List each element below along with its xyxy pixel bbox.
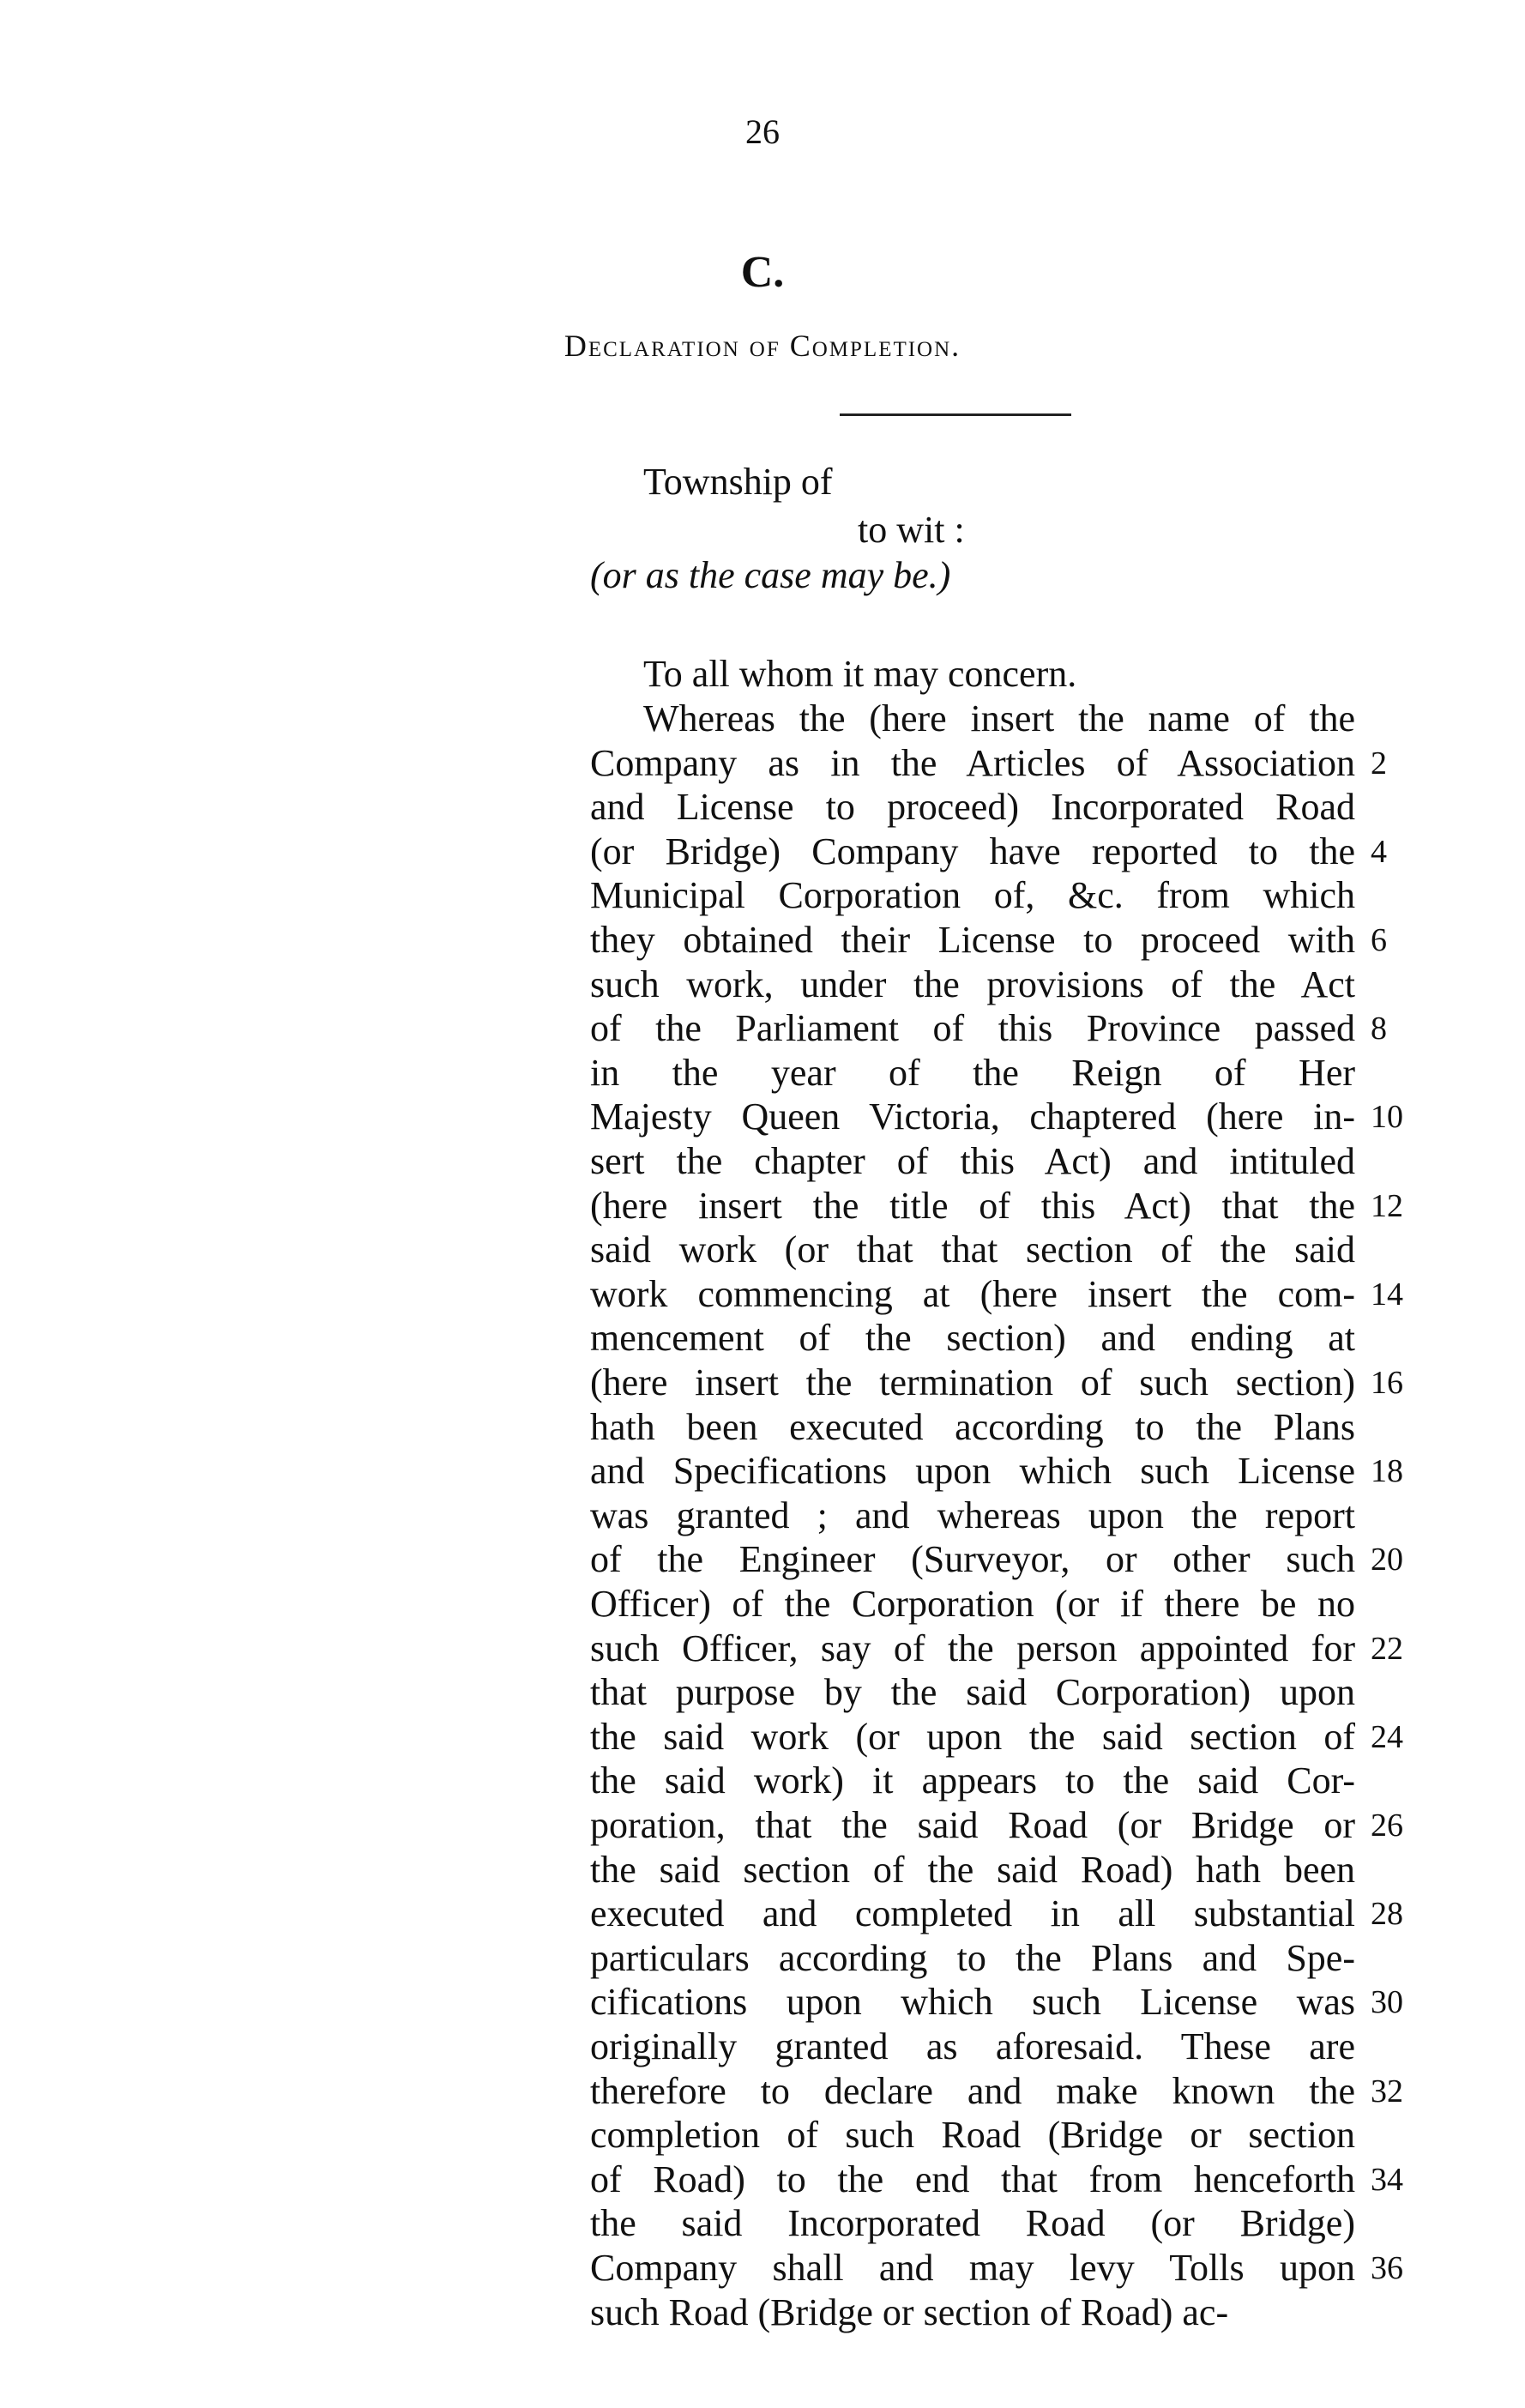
body-text-line: Officer) of the Corporation (or if there be no — [590, 1583, 1355, 1625]
body-text-line: completion of such Road (Bridge or section — [590, 2114, 1355, 2157]
body-text-line: Company as in the Articles of Association — [590, 741, 1355, 784]
body-text-line: the said section of the said Road) hath been — [590, 1848, 1355, 1891]
body-text-line: executed and completed in all substantial — [590, 1892, 1355, 1935]
line-number: 2 — [1371, 745, 1387, 782]
line-number: 14 — [1371, 1276, 1403, 1313]
body-text-line: (here insert the termination of such section) — [590, 1361, 1355, 1403]
body-text-line: such Officer, say of the person appointed for — [590, 1626, 1355, 1669]
line-number: 22 — [1371, 1630, 1403, 1667]
line-number: 10 — [1371, 1099, 1403, 1136]
body-text-line: poration, that the said Road (or Bridge or — [590, 1804, 1355, 1846]
line-number: 32 — [1371, 2073, 1403, 2109]
section-title: Declaration of Completion. — [564, 329, 961, 363]
line-number: 4 — [1371, 833, 1387, 870]
body-text-line: they obtained their License to proceed with — [590, 919, 1355, 961]
body-text-line: Company shall and may levy Tolls upon — [590, 2247, 1355, 2289]
line-number: 8 — [1371, 1011, 1387, 1047]
body-text-line: mencement of the section) and ending at — [590, 1317, 1355, 1360]
body-text-line: (or Bridge) Company have reported to the — [590, 830, 1355, 872]
body-text-line: of the Engineer (Surveyor, or other such — [590, 1538, 1355, 1581]
body-text-line: such work, under the provisions of the Act — [590, 963, 1355, 1005]
body-text-line: work commencing at (here insert the com- — [590, 1272, 1355, 1315]
body-text-line: Municipal Corporation of, &c. from which — [590, 874, 1355, 917]
line-number: 34 — [1371, 2161, 1403, 2198]
body-text-line: of Road) to the end that from henceforth — [590, 2158, 1355, 2200]
line-number: 36 — [1371, 2250, 1403, 2286]
body-text-line: originally granted as aforesaid. These are — [590, 2025, 1355, 2067]
salutation-line: To all whom it may concern. — [643, 653, 1077, 695]
township-line: Township of — [643, 461, 833, 503]
body-text-line: and Specifications upon which such License — [590, 1450, 1355, 1493]
section-letter: C. — [740, 248, 785, 297]
body-text-line: the said work) it appears to the said Cor- — [590, 1759, 1355, 1802]
line-number: 20 — [1371, 1542, 1403, 1578]
line-number: 12 — [1371, 1187, 1403, 1224]
body-text-line: Whereas the (here insert the name of the — [643, 697, 1355, 739]
body-text-line: of the Parliament of this Province passed — [590, 1007, 1355, 1050]
line-number: 24 — [1371, 1718, 1403, 1755]
body-text-line: said work (or that that section of the said — [590, 1228, 1355, 1271]
body-text-line: in the year of the Reign of Her — [590, 1051, 1355, 1094]
body-text-line: such Road (Bridge or section of Road) ac- — [590, 2290, 1229, 2333]
line-number: 18 — [1371, 1453, 1403, 1490]
body-text-line: and License to proceed) Incorporated Road — [590, 786, 1355, 829]
case-note-line: (or as the case may be.) — [590, 554, 951, 596]
line-number: 6 — [1371, 922, 1387, 958]
body-text-line: (here insert the title of this Act) that the — [590, 1184, 1355, 1227]
body-text-line: hath been executed according to the Plans — [590, 1405, 1355, 1448]
body-text-line: that purpose by the said Corporation) upon — [590, 1671, 1355, 1714]
line-number: 28 — [1371, 1896, 1403, 1933]
body-text-line: therefore to declare and make known the — [590, 2069, 1355, 2112]
line-number: 16 — [1371, 1365, 1403, 1401]
body-text-line: Majesty Queen Victoria, chaptered (here in- — [590, 1095, 1355, 1138]
body-text-line: the said Incorporated Road (or Bridge) — [590, 2202, 1355, 2245]
body-text-line: particulars according to the Plans and Spe- — [590, 1936, 1355, 1979]
line-number: 26 — [1371, 1808, 1403, 1844]
body-text-line: was granted ; and whereas upon the report — [590, 1494, 1355, 1536]
body-text-line: sert the chapter of this Act) and intituled — [590, 1140, 1355, 1182]
line-number: 30 — [1371, 1984, 1403, 2021]
title-divider-rule — [840, 413, 1071, 416]
body-text-line: cifications upon which such License was — [590, 1981, 1355, 2024]
to-wit-line: to wit : — [858, 509, 965, 551]
page-number: 26 — [745, 112, 780, 151]
body-text-line: the said work (or upon the said section of — [590, 1715, 1355, 1758]
